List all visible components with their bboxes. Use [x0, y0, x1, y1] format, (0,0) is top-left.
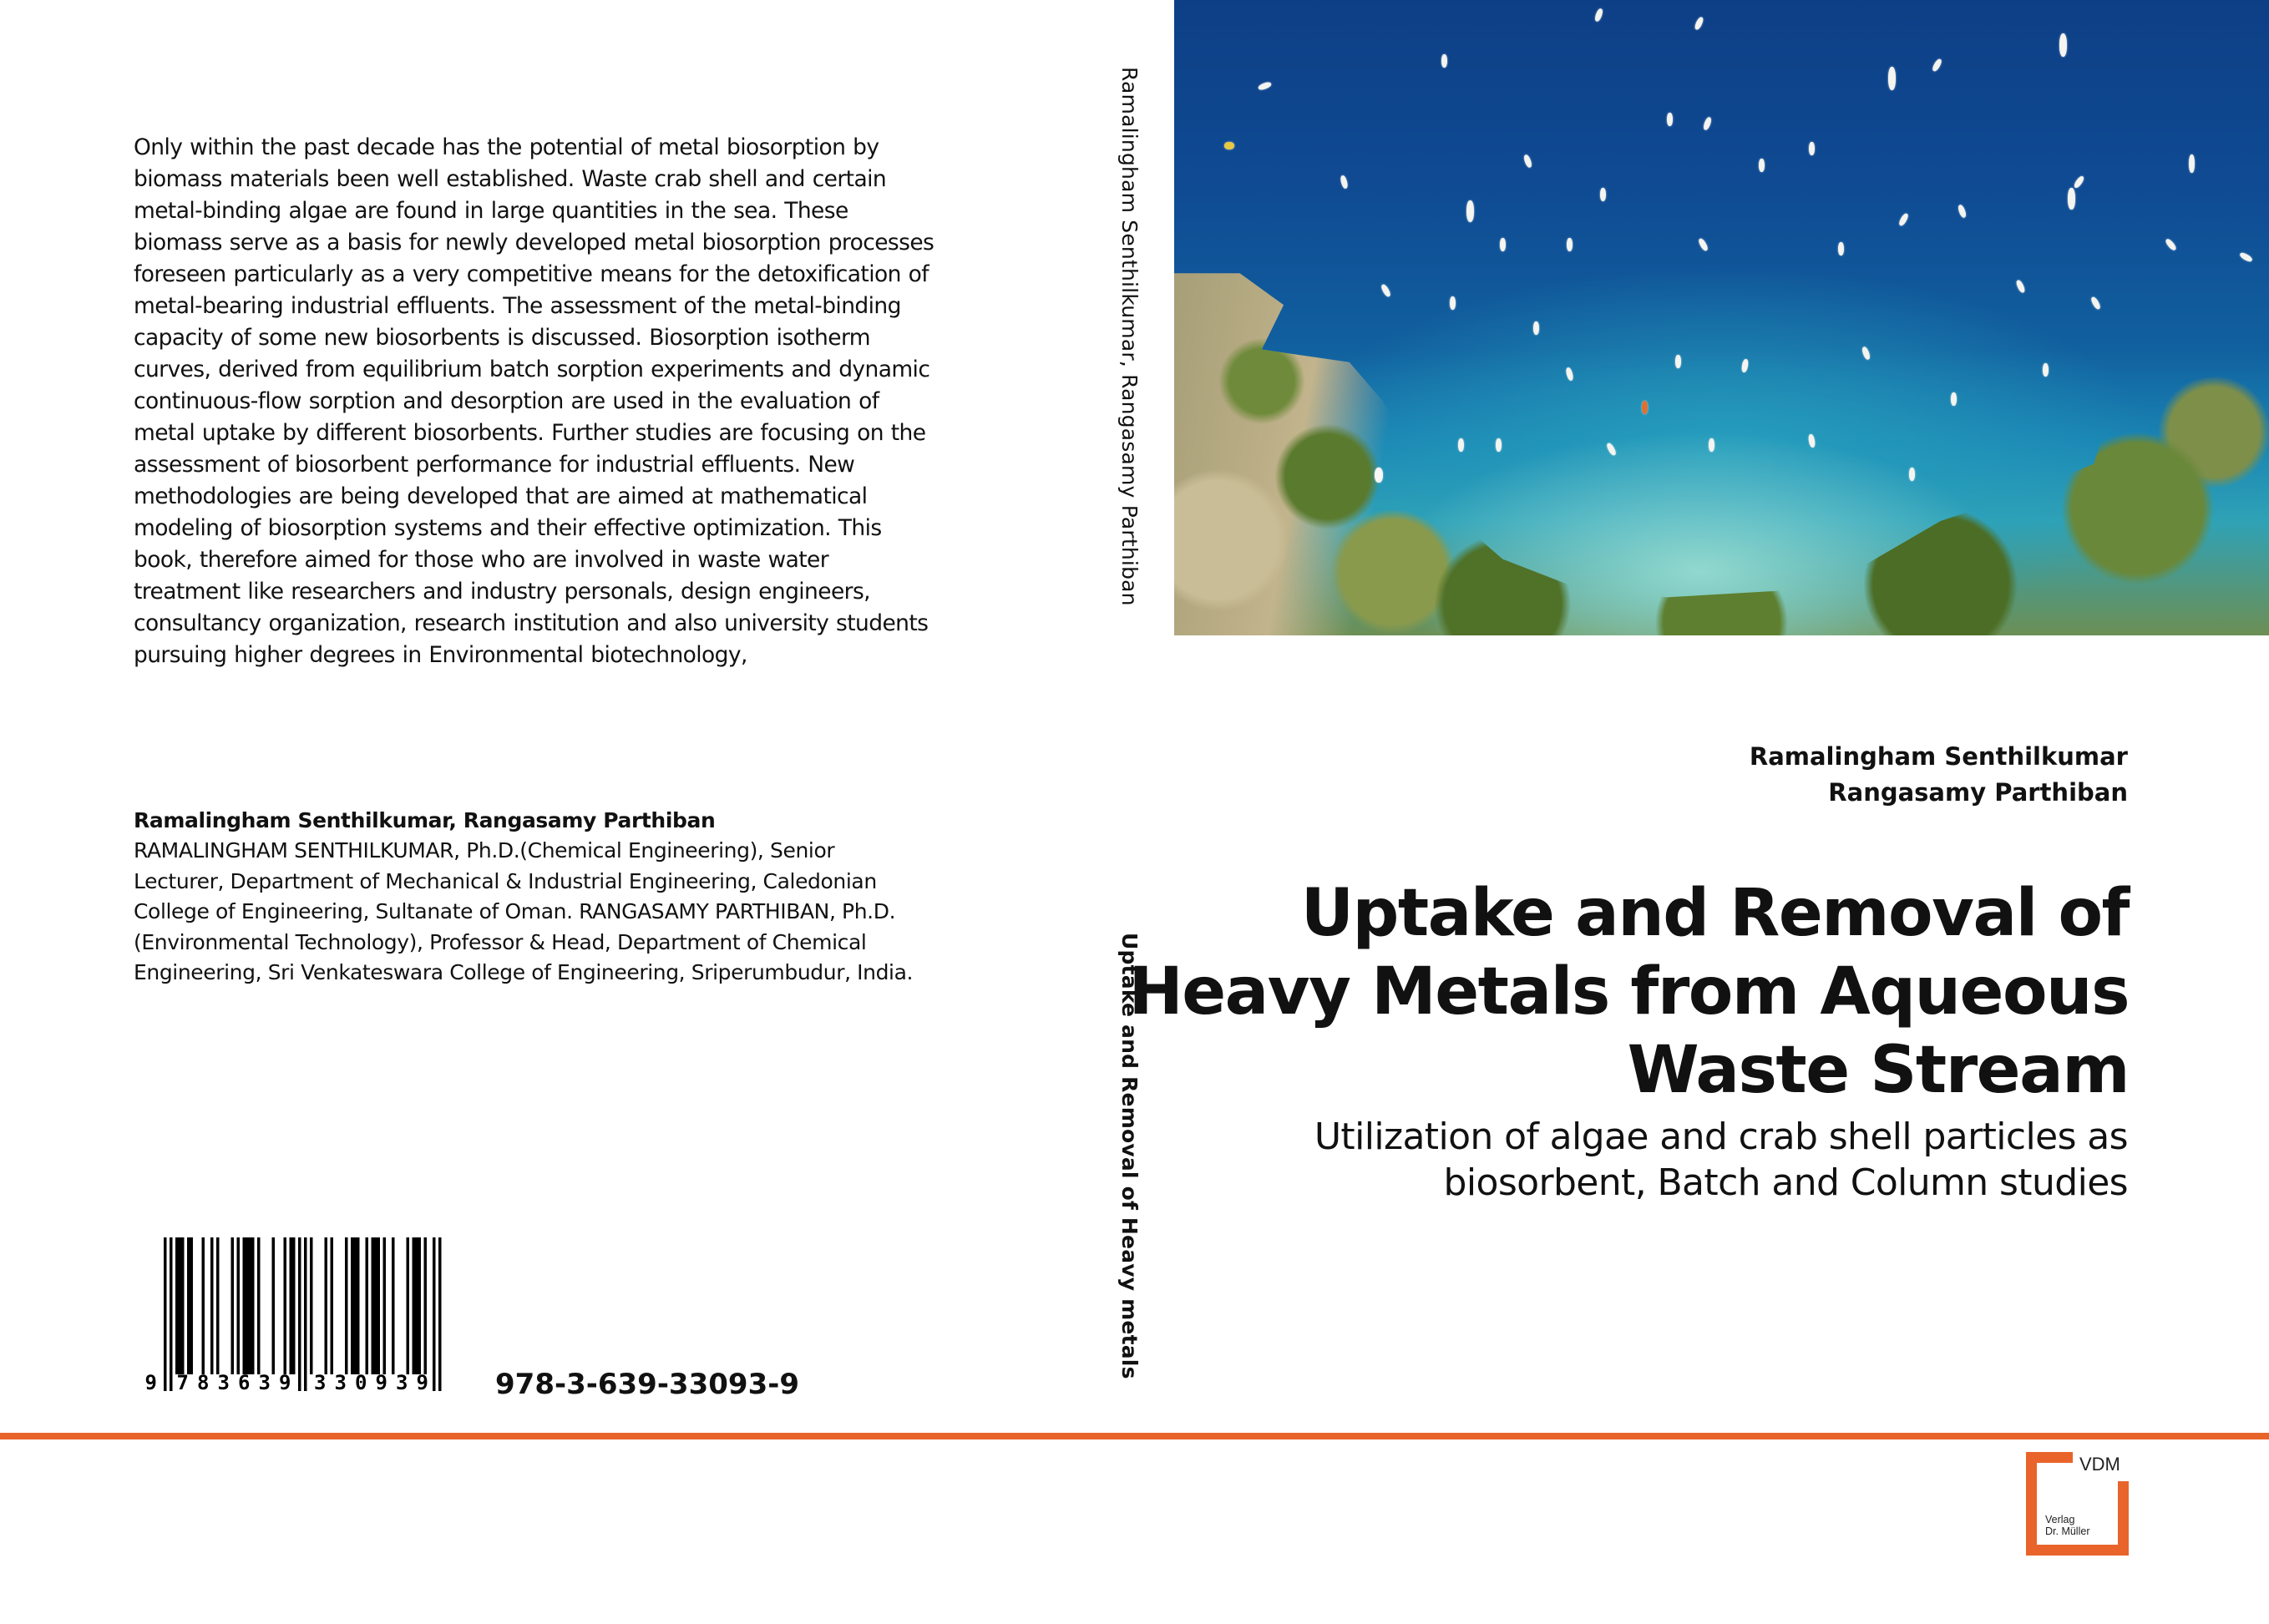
spine-authors: Ramalingham Senthilkumar, Rangasamy Parthiban: [1117, 67, 1142, 606]
svg-text:3: 3: [217, 1371, 230, 1393]
isbn-barcode: [144, 1237, 458, 1393]
boat-icon: [1380, 283, 1391, 297]
boat-icon: [1500, 238, 1506, 251]
author-bio-line: Engineering, Sri Venkateswara College of Engineering, Sriperumbudur, India.: [134, 960, 914, 985]
svg-text:3: 3: [334, 1371, 347, 1393]
boat-icon: [2073, 175, 2085, 189]
boat-icon: [1565, 367, 1574, 381]
blurb-line: metal uptake by different biosorbents. Further studies are focusing on the: [134, 420, 926, 446]
boat-icon: [1675, 355, 1681, 368]
blurb-line: Only within the past decade has the potential of metal biosorption by: [134, 134, 879, 160]
blurb-line: assessment of biosorbent performance for industrial effluents. New: [134, 452, 855, 478]
boat-icon: [1809, 142, 1815, 155]
book-title-line: Uptake and Removal of: [1300, 876, 2129, 951]
svg-text:3: 3: [314, 1371, 327, 1393]
svg-text:3: 3: [258, 1371, 271, 1393]
logo-vdm-text: VDM: [2079, 1454, 2120, 1475]
svg-text:9: 9: [416, 1371, 428, 1393]
boat-icon: [1808, 434, 1816, 448]
boat-icon: [2189, 154, 2195, 173]
orange-divider: [0, 1433, 2269, 1439]
author-bio-line: College of Engineering, Sultanate of Oman. RANGASAMY PARTHIBAN, Ph.D.: [134, 899, 896, 924]
book-title-line: Waste Stream: [1627, 1033, 2129, 1108]
svg-text:9: 9: [279, 1371, 291, 1393]
boat-icon: [2068, 188, 2075, 210]
boat-icon: [1697, 237, 1709, 251]
boat-icon: [1258, 81, 1272, 91]
cover-photo: [1174, 0, 2269, 635]
book-subtitle-line: biosorbent, Batch and Column studies: [1443, 1161, 2128, 1204]
blurb-line: curves, derived from equilibrium batch sorption experiments and dynamic: [134, 357, 930, 382]
boat-icon: [1567, 238, 1573, 251]
boat-icon: [1694, 16, 1704, 30]
boat-icon: [2043, 363, 2049, 377]
cover-authors: [1750, 739, 2128, 811]
boat-icon: [1605, 442, 1617, 456]
blurb-line: consultancy organization, research institution and also university students: [134, 610, 929, 636]
boat-icon: [1957, 204, 1967, 218]
boat-icon: [1458, 438, 1464, 452]
boat-icon: [1759, 159, 1765, 172]
blurb-line: biomass serve as a basis for newly developed metal biosorption processes: [134, 230, 934, 255]
cover-author: Rangasamy Parthiban: [1828, 778, 2128, 807]
boat-icon: [2089, 296, 2101, 310]
boat-icon: [2015, 279, 2026, 293]
boat-icon: [1533, 321, 1539, 335]
cover-author: Ramalingham Senthilkumar: [1749, 742, 2128, 771]
book-title-line: Heavy Metals from Aqueous: [1128, 954, 2129, 1030]
blurb-line: book, therefore aimed for those who are involved in waste water: [134, 547, 829, 573]
blurb-line: metal-binding algae are found in large quantities in the sea. These: [134, 198, 848, 224]
boat-icon: [1593, 8, 1603, 22]
author-bio-line: Lecturer, Department of Mechanical & Industrial Engineering, Caledonian: [134, 868, 877, 893]
blurb-line: modeling of biosorption systems and their effective optimization. This: [134, 515, 882, 541]
blurb-line: continuous-flow sorption and desorption are used in the evaluation of: [134, 388, 879, 414]
svg-text:7: 7: [176, 1371, 189, 1393]
blurb-line: methodologies are being developed that are aimed at mathematical: [134, 483, 868, 509]
blurb-line: foreseen particularly as a very competitive means for the detoxification of: [134, 261, 929, 287]
boat-icon: [1861, 346, 1871, 360]
boat-icon: [1224, 142, 1234, 149]
boat-icon: [1375, 468, 1383, 483]
logo-frame-left: [2026, 1452, 2037, 1556]
boat-icon: [1466, 200, 1474, 222]
author-bio-line: (Environmental Technology), Professor & Head, Department of Chemical: [134, 929, 867, 954]
logo-subtext-line: Verlag: [2045, 1514, 2075, 1525]
boat-icon: [1888, 67, 1896, 90]
author-bio-line: RAMALINGHAM SENTHILKUMAR, Ph.D.(Chemical Engineering), Senior: [134, 838, 835, 863]
author-bio-heading: Ramalingham Senthilkumar, Rangasamy Parthiban: [134, 808, 716, 832]
boat-icon: [1838, 242, 1844, 255]
boat-icon: [1951, 392, 1957, 406]
boat-icon: [1441, 54, 1447, 68]
barcode-bars: [143, 1237, 446, 1393]
boat-icon: [1340, 175, 1349, 189]
boat-icon: [1709, 438, 1714, 452]
isbn-number: 978-3-639-33093-9: [495, 1368, 799, 1401]
svg-text:9: 9: [144, 1371, 157, 1393]
boat-icon: [2239, 251, 2253, 263]
author-bio: [134, 806, 1036, 988]
boat-icon: [1741, 359, 1750, 373]
logo-subtext-line: Dr. Müller: [2045, 1525, 2090, 1537]
boat-icon: [2165, 238, 2178, 252]
boat-icon: [1909, 468, 1915, 481]
blurb-line: capacity of some new biosorbents is discussed. Biosorption isotherm: [134, 325, 870, 351]
boat-icon: [1702, 116, 1712, 130]
blurb-line: biomass materials been well established. Waste crab shell and certain: [134, 166, 887, 192]
boat-icon: [1600, 188, 1606, 201]
boat-icon: [1496, 438, 1502, 452]
boat-icon: [1642, 401, 1648, 414]
blurb-line-last: pursuing higher degrees in Environmental biotechnology,: [134, 642, 747, 668]
boat-icon: [1667, 113, 1673, 126]
svg-text:3: 3: [396, 1371, 408, 1393]
boat-icon: [1450, 296, 1456, 310]
svg-text:0: 0: [355, 1371, 367, 1393]
back-cover-blurb: [134, 132, 1013, 671]
boat-icon: [1897, 212, 1909, 226]
boat-icon: [1522, 154, 1532, 168]
blurb-line: treatment like researchers and industry personals, design engineers,: [134, 579, 870, 605]
book-title: [1128, 874, 2129, 1110]
boat-icon: [1931, 58, 1942, 72]
boat-icon: [2059, 33, 2067, 57]
vegetation: [1174, 0, 2269, 635]
svg-text:9: 9: [375, 1371, 387, 1393]
logo-frame-right: [2118, 1481, 2129, 1556]
spine-title: Uptake and Removal of Heavy metals: [1117, 933, 1142, 1379]
vdm-publisher-logo: [2026, 1452, 2129, 1556]
book-subtitle: [1314, 1114, 2128, 1206]
logo-subtext: [2045, 1514, 2089, 1537]
book-subtitle-line: Utilization of algae and crab shell particles as: [1314, 1116, 2128, 1158]
svg-text:8: 8: [197, 1371, 210, 1393]
blurb-line: metal-bearing industrial effluents. The assessment of the metal-binding: [134, 293, 901, 319]
logo-frame-bottom: [2026, 1545, 2129, 1556]
svg-text:6: 6: [238, 1371, 251, 1393]
